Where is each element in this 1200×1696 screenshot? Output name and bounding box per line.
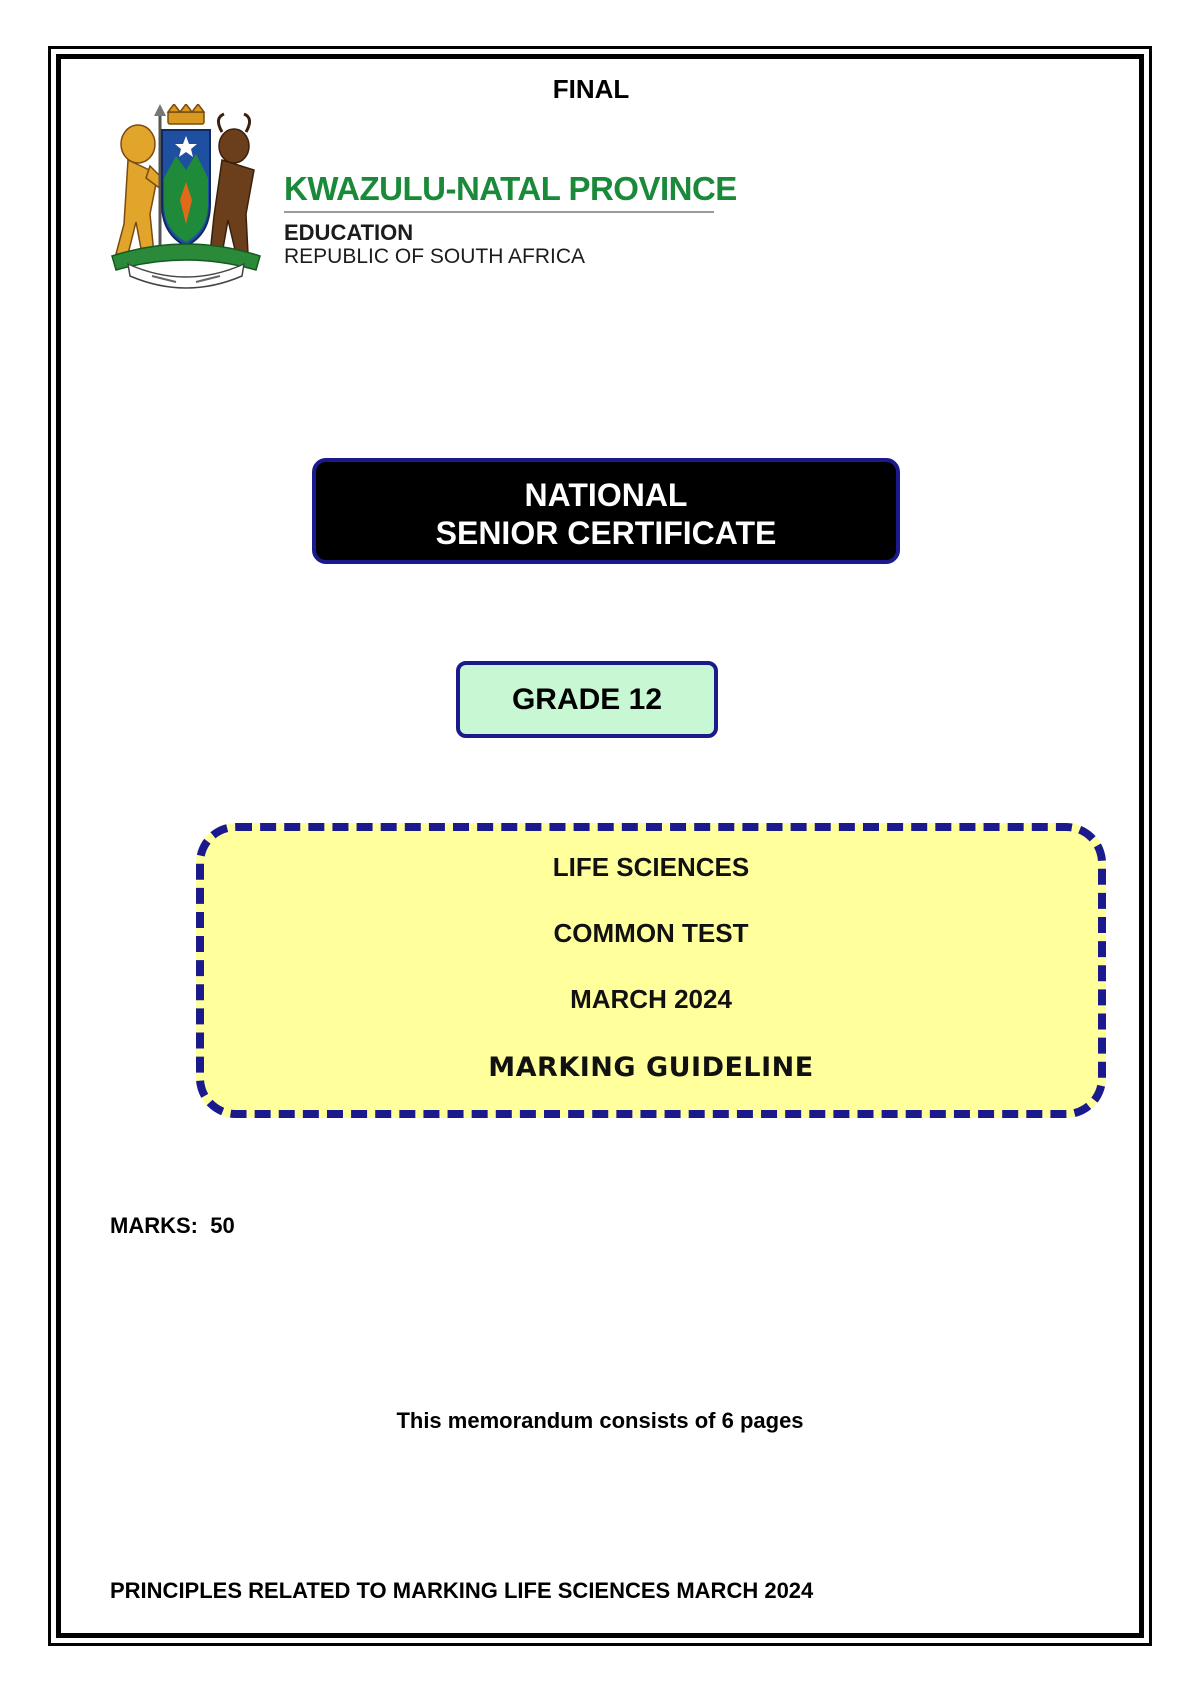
wildebeest-supporter: [210, 114, 254, 254]
marks-value: 50: [210, 1213, 235, 1238]
province-name: KWAZULU-NATAL PROVINCE: [284, 170, 737, 207]
spear-tip: [154, 104, 166, 116]
logo-divider: [284, 211, 714, 213]
country-name: REPUBLIC OF SOUTH AFRICA: [284, 245, 586, 268]
department-name: EDUCATION: [284, 220, 414, 245]
principles-heading: PRINCIPLES RELATED TO MARKING LIFE SCIENCES MARCH 2024: [110, 1578, 814, 1603]
certificate-banner: [312, 458, 900, 564]
final-label: FINAL: [552, 74, 630, 104]
exam-date: MARCH 2024: [570, 984, 732, 1014]
paper-name: COMMON TEST: [553, 918, 749, 948]
document-type: MARKING GUIDELINE: [488, 1052, 814, 1083]
grade-badge: GRADE 12: [456, 661, 718, 738]
coat-of-arms-logo: [106, 104, 266, 290]
certificate-line-2: SENIOR CERTIFICATE: [435, 515, 777, 551]
marks-label: MARKS:: [110, 1213, 198, 1238]
subject-name: LIFE SCIENCES: [552, 852, 750, 882]
pages-note: This memorandum consists of 6 pages: [396, 1408, 804, 1433]
motto-ribbon: [128, 264, 244, 288]
certificate-line-1: NATIONAL: [524, 477, 688, 513]
marks-line: [110, 1213, 235, 1239]
crown: [168, 104, 204, 124]
